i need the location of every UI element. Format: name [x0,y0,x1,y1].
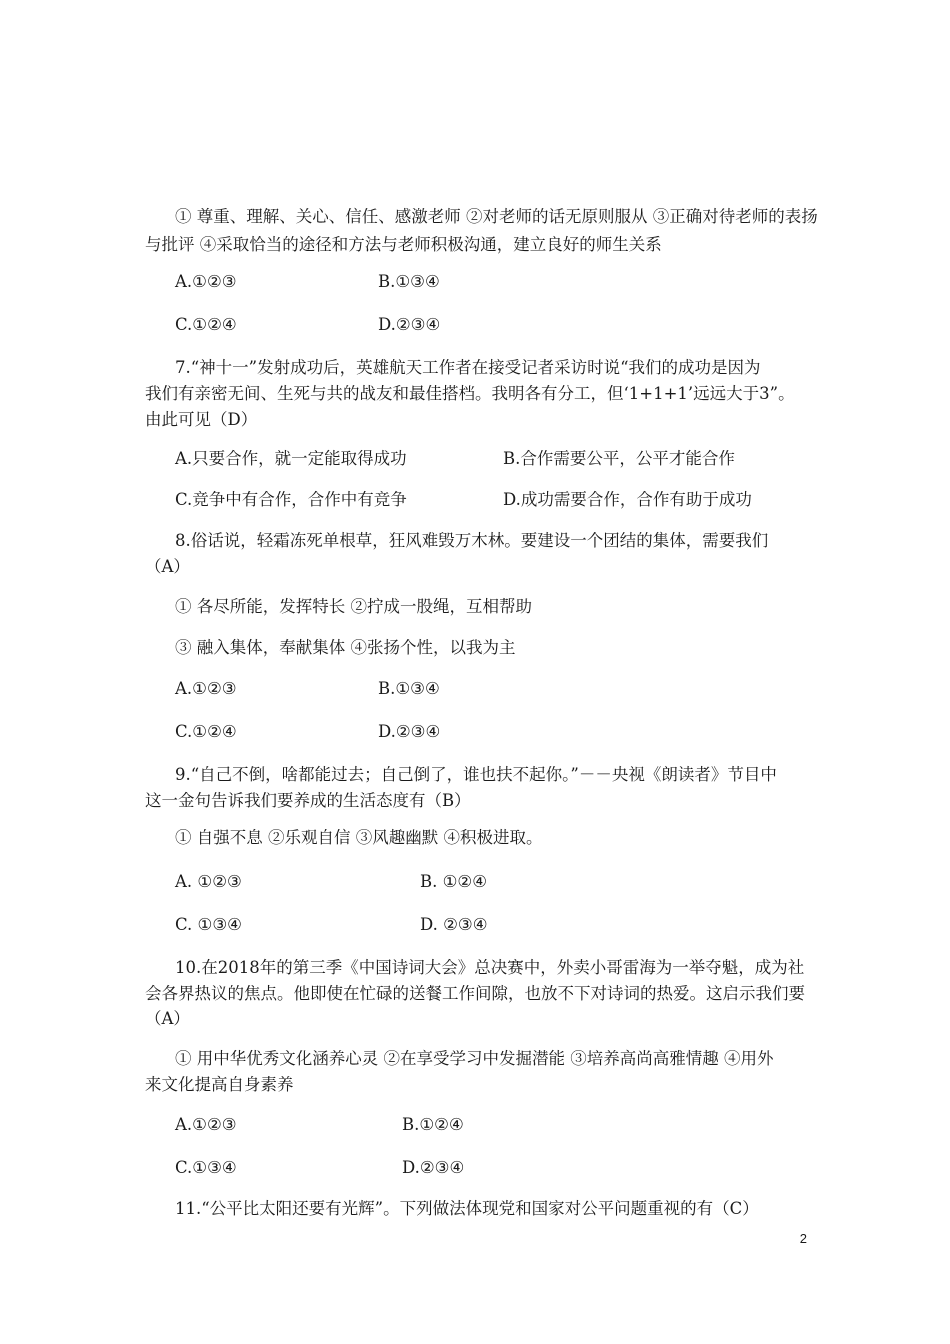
q6-items-line-2: 与批评 ④采取恰当的途径和方法与老师积极沟通，建立良好的师生关系 [145,235,662,254]
q9-option-d: D. ②③④ [420,915,488,934]
q10-items-line-1: ① 用中华优秀文化涵养心灵 ②在享受学习中发掘潜能 ③培养高尚高雅情趣 ④用外 [175,1049,774,1068]
q9-option-c: C. ①③④ [175,915,242,934]
q8-items-line-2: ③ 融入集体，奉献集体 ④张扬个性，以我为主 [175,638,516,657]
q7-option-d: D.成功需要合作，合作有助于成功 [503,490,752,509]
q9-items-line-1: ① 自强不息 ②乐观自信 ③风趣幽默 ④积极进取。 [175,828,543,847]
q8-option-c: C.①②④ [175,722,237,741]
q7-option-a: A.只要合作，就一定能取得成功 [175,449,407,468]
q10-stem-line-2: 会各界热议的焦点。他即使在忙碌的送餐工作间隙，也放不下对诗词的热爱。这启示我们要 [145,984,805,1003]
q8-option-a: A.①②③ [175,679,237,698]
q8-stem-line-1: 8.俗话说，轻霜冻死单根草，狂风难毁万木林。要建设一个团结的集体，需要我们 [175,531,769,550]
q8-items-line-1: ① 各尽所能，发挥特长 ②拧成一股绳，互相帮助 [175,597,532,616]
q11-stem-line-1: 11.“公平比太阳还要有光辉”。下列做法体现党和国家对公平问题重视的有（C） [175,1199,759,1218]
q7-stem-line-2: 我们有亲密无间、生死与共的战友和最佳搭档。我明各有分工，但‘1+1+1’远远大于3”。 [145,384,795,403]
q10-option-b: B.①②④ [402,1115,464,1134]
q9-stem-line-1: 9.“自己不倒，啥都能过去；自己倒了，谁也扶不起你。”－－央视《朗读者》节目中 [175,765,777,784]
q7-option-c: C.竞争中有合作，合作中有竞争 [175,490,407,509]
q6-items-line-1: ① 尊重、理解、关心、信任、感激老师 ②对老师的话无原则服从 ③正确对待老师的表扬 [175,207,818,226]
q6-option-c: C.①②④ [175,315,237,334]
q7-stem-line-3: 由此可见（D） [145,410,258,429]
q6-option-d: D.②③④ [378,315,441,334]
q10-items-line-2: 来文化提高自身素养 [145,1075,294,1094]
q10-stem-line-3: （A） [145,1009,190,1028]
q7-stem-line-1: 7.“神十一”发射成功后，英雄航天工作者在接受记者采访时说“我们的成功是因为 [175,358,761,377]
q6-option-a: A.①②③ [175,272,237,291]
q8-option-d: D.②③④ [378,722,441,741]
q10-option-c: C.①③④ [175,1158,237,1177]
q8-stem-line-2: （A） [145,557,190,576]
q10-option-d: D.②③④ [402,1158,465,1177]
q6-option-b: B.①③④ [378,272,440,291]
q9-stem-line-2: 这一金句告诉我们要养成的生活态度有（B） [145,791,471,810]
q9-option-a: A. ①②③ [175,872,242,891]
q10-stem-line-1: 10.在2018年的第三季《中国诗词大会》总决赛中，外卖小哥雷海为一举夺魁，成为社 [175,958,805,977]
q7-option-b: B.合作需要公平，公平才能合作 [503,449,735,468]
q10-option-a: A.①②③ [175,1115,237,1134]
q8-option-b: B.①③④ [378,679,440,698]
page-number: 2 [799,1231,807,1246]
q9-option-b: B. ①②④ [420,872,487,891]
